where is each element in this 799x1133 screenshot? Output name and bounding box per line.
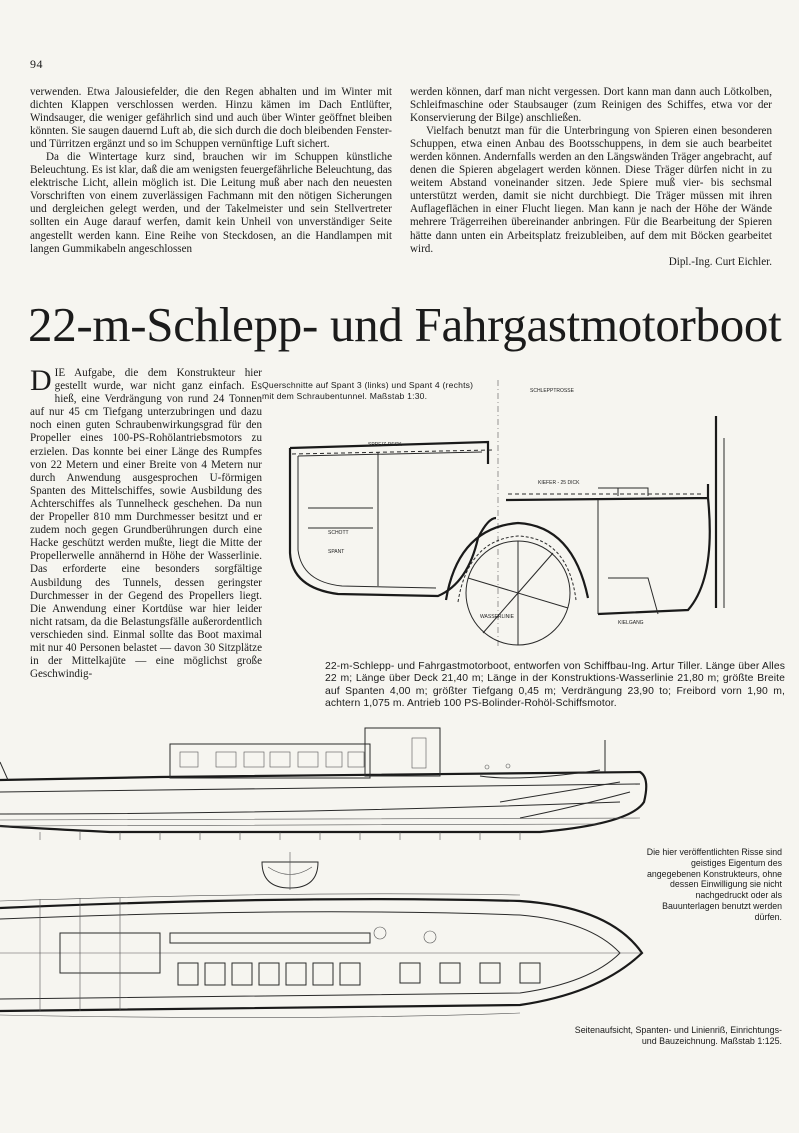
drawing-label: SCHOTT — [328, 530, 349, 536]
drawing-label: KIELGANG — [618, 620, 644, 626]
article-text: IE Aufgabe, die dem Konstrukteur hier gestellt wurde, war nicht ganz einfach. Es hieß, eine Verdrängung von rund 24 Tonnen auf nur 45 cm Tiefgang unterzubringen und dazu noch einen guten Schraubenwirkungsgrad für den Propeller eines 100-PS-Rohölantriebsmotors zu erzielen. Das konnte bei einer Länge des Rumpfes von 22 Metern und einer Breite von 4 Metern nur durch Anwendung ausgesprochen U-förmigen Spanten des Mittelschiffes, sowie Ausbildung des Achterschiffes als Tunnelheck geschehen. Da nun der Propeller 810 mm Durchmesser besitzt und er zudem noch gegen Grundberührungen durch eine Hacke geschützt werden mußte, liegt die Mitte der Propellerwelle annähernd in Höhe der Wasserlinie. Das erforderte eine besonders sorgfältige Ausbildung des Tunnels, dessen geringster Durchmesser in der Gegend des Propellers liegt. Die Anwendung einer Kortdüse war hier leider nicht ratsam, da die Belastungsfälle außerordentlich verschieden sind. Einmal sollte das Boot maximal mit nur 40 Personen belastet — davon 30 Sitzplätze in der Mittelkajüte — eine möglichst große Geschwindig- — [30, 367, 262, 681]
article-headline: 22-m-Schlepp- und Fahrgastmotorboot — [28, 297, 782, 352]
drawing-label: SPREIZ-DECK — [368, 442, 402, 448]
drawing-label: SCHLEPPTROSSE — [530, 388, 574, 394]
author-signature: Dipl.-Ing. Curt Eichler. — [668, 255, 772, 268]
paragraph: Da die Wintertage kurz sind, brauchen wir im Schuppen künstliche Beleuchtung. Es ist klar, daß die am wenigsten feuergefährliche Beleuchtung, das elektrische Licht, allein möglich ist. Die Leitung muß aber nach den neuesten Vorschriften von einem zuverlässigen Fachmann mit den nötigen Sicherungen und dergleichen gelegt werden, und der Takelmeister und sein Stellvertreter sollten ein Auge darauf werfen, damit kein Unheil von unverständiger Seite angestellt werden kann. Eine Reihe von Steckdosen, an die Handlampen mit langen Gummikabeln angeschlossen — [30, 151, 392, 255]
dropcap: D — [30, 364, 52, 397]
top-right-column — [410, 86, 772, 269]
drawing-label: WASSERLINIE — [480, 614, 514, 620]
cross-section-drawing — [268, 378, 788, 660]
article-body — [30, 364, 262, 681]
paragraph: verwenden. Etwa Jalousiefelder, die den Regen abhalten und im Winter mit dichten Klappen verschlossen werden. Hinzu kämen im Dach Entlüfter, Windsauger, die weniger gefährlich sind und auch über Winter geöffnet bleiben könnten. Sie saugen dauernd Luft ab, die sich durch die doch bleibenden Fenster- und Türritzen ergänzt und so im Schuppen vernünftige Luft sichert. — [30, 86, 392, 151]
copyright-note: Die hier veröffentlichten Risse sind geistiges Eigentum des angegebenen Konstrukteurs, ohne dessen Einwilligung sie nicht nachgedruckt oder als Bauunterlagen benutzt werden dürfen. — [646, 847, 782, 922]
side-elevation-drawing — [0, 722, 660, 892]
drawing-label: KIEFER - 25 DICK — [538, 480, 580, 486]
paragraph: Vielfach benutzt man für die Unterbringung von Spieren einen besonderen Schuppen, etwa einen Anbau des Bootsschuppens, in dem sie auch bearbeitet werden können. Andernfalls werden an den Längswänden Träger angebracht, auf denen die Spieren abgelagert werden können. Diese Träger dürfen nicht in zu weitem Abstand voneinander sitzen. Jede Spiere muß vier- bis sechsmal unterstützt werden, damit sie nicht durchbiegt. Die Träger müssen mit ihren Auflageflächen in einer Flucht liegen. Man kann je nach der Höhe der Wände mehrere Trägerreihen übereinander anbringen. Für die Bearbeitung der Spieren hätte dann unten ein Arbeitsplatz freizubleiben, auf dem mit Böcken gearbeitet wird. — [410, 125, 772, 255]
page-number: 94 — [30, 57, 43, 71]
deck-plan-drawing — [0, 893, 660, 1023]
top-left-column — [30, 86, 392, 256]
paragraph: werden können, darf man nicht vergessen. Dort kann man dann auch Lötkolben, Schleifmaschine oder Staubsauger (zum Reinigen des Schiffes, etwa vor der Konservierung der Bilge) anschließen. — [410, 86, 772, 125]
drawing-caption: Seitenaufsicht, Spanten- und Linienriß, Einrichtungs- und Bauzeichnung. Maßstab 1:125. — [574, 1025, 782, 1046]
cross-section-caption: Querschnitte auf Spant 3 (links) und Spant 4 (rechts) mit dem Schraubentunnel. Maßstab 1:30. — [262, 380, 474, 401]
drawing-label: SPANT — [328, 549, 345, 555]
boat-specification-caption: 22-m-Schlepp- und Fahrgastmotorboot, entworfen von Schiffbau-Ing. Artur Tiller. Länge über Alles 22 m; Länge über Deck 21,40 m; Länge in der Konstruktions-Wasserlinie 21,80 m; größte Breite auf Spanten 4,00 m; größter Tiefgang 0,45 m; Verdrängung 23,90 to; Freibord vorn 1,90 m, achtern 1,075 m. Antrieb 100 PS-Bolinder-Rohöl-Schiffsmotor. — [325, 661, 785, 710]
